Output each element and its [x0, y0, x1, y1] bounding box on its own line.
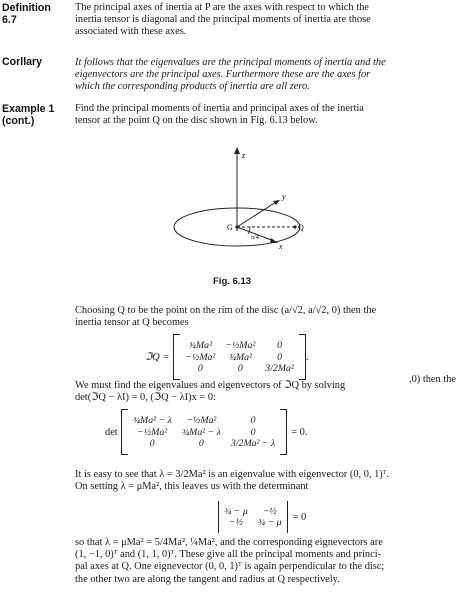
small-det-cell: −½ [262, 505, 277, 517]
corollary-text [75, 57, 467, 94]
definition-text [75, 2, 467, 39]
example-label [2, 103, 54, 127]
definition-line: inertia tensor is diagonal and the principal moments of inertia are those [75, 14, 371, 26]
solution-line: It is easy to see that λ = 3/2Ma² is an eigenvalue with eigenvector (0, 0, 1)ᵀ. [75, 469, 390, 480]
example-line: tensor at the point Q on the disc shown in Fig. 6.13 below. [75, 115, 318, 127]
corollary-line: which the corresponding products of inertia are all zero. [75, 81, 310, 93]
definition-label-line2: 6.7 [2, 14, 17, 26]
matrix-cell: 0 [237, 363, 243, 374]
matrix-cell: −½Ma² [185, 351, 216, 363]
label-angle: π/4 [251, 235, 259, 241]
det-row [128, 438, 281, 450]
small-det-row [219, 506, 287, 518]
det-cell: ¾Ma² − λ [132, 415, 172, 426]
figure-caption: Fig. 6.13 [213, 276, 252, 287]
solution-line: so that λ = μMa² = 5/4Ma², ¼Ma², and the corresponding eignevectors are [75, 537, 383, 548]
solution-line: (1, −1, 0)ᵀ and (1, 1, 0)ᵀ. These give all the principal moments and princi- [75, 549, 382, 561]
solution-para4 [75, 537, 467, 586]
det-equation [105, 410, 307, 454]
small-det-row [219, 517, 287, 529]
matrix-cell: ¾Ma² [228, 351, 252, 363]
example-label-line1: Example 1 [2, 103, 55, 115]
z-arrowhead [234, 147, 240, 154]
example-line: Find the principal moments of inertia and principal axes of the inertia [75, 103, 364, 114]
small-det-cell: ¾ − μ [224, 505, 248, 517]
det-cell: 0 [198, 438, 204, 449]
label-x: x [279, 242, 283, 251]
solution-line: We must find the eigenvalues and eigenvectors of ℑQ by solving [75, 380, 346, 391]
det-cell: −½Ma² [186, 415, 217, 426]
det-left-bracket [121, 409, 128, 455]
matrix-cell: −½Ma² [225, 340, 256, 351]
x-arrowhead [270, 238, 278, 243]
angle-arc [248, 227, 250, 234]
matrix-cell: 0 [277, 340, 282, 351]
label-g: G [227, 223, 233, 232]
matrix-cell: 0 [197, 363, 203, 374]
label-z: z [242, 151, 246, 160]
definition-line: associated with these axes. [75, 26, 187, 38]
det-cell: −½Ma² [137, 426, 168, 438]
label-q: Q [298, 223, 304, 232]
small-det-equation [218, 501, 306, 533]
inertia-tensor-equation [145, 335, 308, 379]
matrix-right-bracket [299, 334, 306, 380]
det-right-bracket [280, 409, 287, 455]
tensor-lhs: ℑQ = [145, 352, 170, 363]
det-prefix: det [105, 426, 118, 438]
example-label-line2: (cont.) [2, 115, 35, 127]
small-det-suffix: = 0 [292, 511, 307, 523]
corollary-line: eigenvectors are the principal axes. Furthermore these are the axes for [75, 69, 371, 81]
small-det-cell: −½ [228, 517, 243, 529]
matrix-cell: ¾Ma² [188, 340, 213, 351]
small-det-right-bar [287, 501, 288, 533]
matrix-row [180, 363, 298, 375]
definition-label-line1: Definition [2, 2, 51, 14]
matrix-row [180, 351, 298, 363]
matrix-row [180, 340, 298, 352]
solution-para2 [75, 380, 375, 404]
small-det-matrix [219, 506, 287, 529]
det-row [128, 426, 281, 438]
det-cell: 0 [250, 415, 256, 426]
det-cell: ¾Ma² − λ [181, 426, 221, 438]
corollary-line: It follows that the eigenvalues are the principal moments of inertia and the [75, 57, 386, 68]
point-q [293, 225, 296, 228]
solution-line: Choosing Q to be the point on the rim of the disc (a/√2, a/√2, 0) then the [75, 305, 377, 316]
corollary-label: Corllary [2, 56, 43, 68]
det-cell: 0 [250, 426, 256, 438]
solution-line: det(ℑQ − λI) = 0, (ℑQ − λI)x = 0: [75, 392, 216, 404]
period: . [305, 351, 309, 363]
solution-line: inertia tensor at Q becomes [75, 317, 189, 329]
definition-label [2, 2, 51, 26]
det-suffix: = 0. [291, 426, 308, 438]
example-text [75, 103, 467, 127]
y-axis [237, 202, 276, 227]
definition-line: The principal axes of inertia at P are the axes with respect to which the [75, 2, 369, 13]
point-g [235, 225, 238, 228]
matrix-left-bracket [173, 334, 180, 380]
solution-para3 [75, 469, 467, 493]
label-y: y [282, 192, 286, 201]
stray-text: ,0) then the [409, 374, 457, 385]
solution-line: On setting λ = μMa², this leaves us with the determinant [75, 481, 309, 493]
solution-line: pal axes at Q. One eignevector (0, 0, 1)ᵀ is again perpendicular to the disc; [75, 561, 385, 573]
small-det-cell: ¾ − μ [257, 517, 282, 529]
disc-figure [150, 138, 350, 268]
det-cell: 0 [149, 438, 155, 449]
det-cell: 3/2Ma² − λ [230, 438, 276, 449]
det-row [128, 415, 281, 427]
det-matrix [128, 415, 281, 450]
y-arrowhead [273, 200, 280, 205]
solution-para1 [75, 305, 467, 329]
matrix-cell: 3/2Ma² [265, 363, 294, 374]
solution-line: the other two are along the tangent and radius at Q respectively. [75, 573, 340, 585]
inertia-matrix [180, 340, 298, 375]
matrix-cell: 0 [277, 351, 282, 363]
